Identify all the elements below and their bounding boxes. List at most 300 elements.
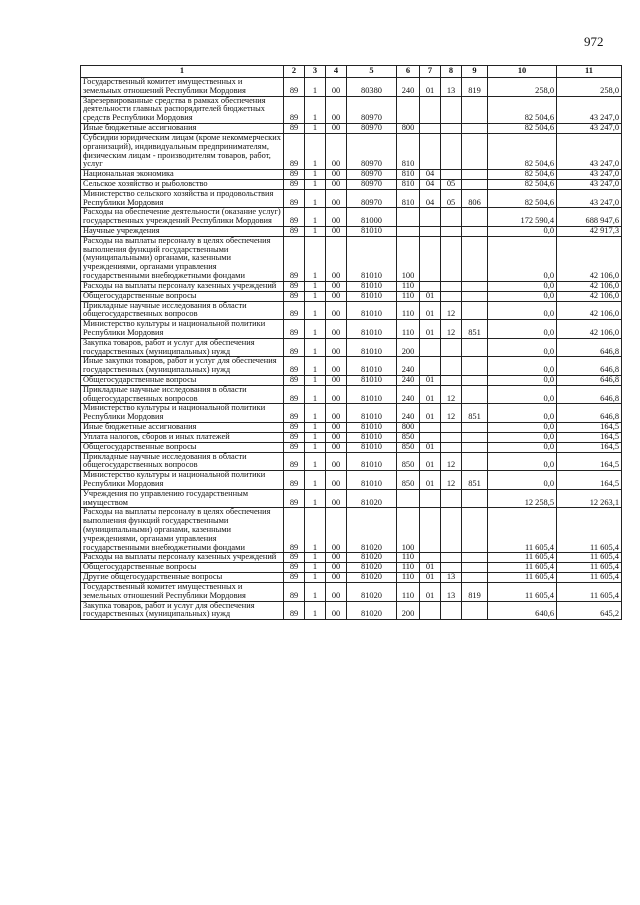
col-11-amount: 646,8 xyxy=(557,385,622,404)
row-name: Научные учреждения xyxy=(81,227,284,237)
col-4: 00 xyxy=(326,582,347,601)
row-name: Закупка товаров, работ и услуг для обеспечения государственных (муниципальных) нужд xyxy=(81,601,284,620)
col-3: 1 xyxy=(305,133,326,169)
col-3: 1 xyxy=(305,442,326,452)
col-11-amount: 688 947,6 xyxy=(557,208,622,227)
col-9 xyxy=(462,573,488,583)
col-11-amount: 11 605,4 xyxy=(557,553,622,563)
col-10-amount: 0,0 xyxy=(488,236,557,281)
col-4: 00 xyxy=(326,357,347,376)
row-name: Расходы на выплаты персоналу казенных учреждений xyxy=(81,281,284,291)
col-2: 89 xyxy=(284,124,305,134)
col-6: 110 xyxy=(397,553,420,563)
col-2: 89 xyxy=(284,78,305,97)
col-4: 00 xyxy=(326,601,347,620)
col-2: 89 xyxy=(284,385,305,404)
col-2: 89 xyxy=(284,338,305,357)
col-3: 1 xyxy=(305,489,326,508)
col-11-amount: 646,8 xyxy=(557,357,622,376)
table-row xyxy=(81,385,622,404)
col-2: 89 xyxy=(284,452,305,471)
col-4: 00 xyxy=(326,489,347,508)
col-2: 89 xyxy=(284,442,305,452)
col-2: 89 xyxy=(284,404,305,423)
table-body xyxy=(81,78,622,620)
col-6: 110 xyxy=(397,573,420,583)
col-3: 1 xyxy=(305,385,326,404)
col-8: 12 xyxy=(441,452,462,471)
col-11-amount: 164,5 xyxy=(557,432,622,442)
col-8 xyxy=(441,423,462,433)
row-name: Национальная экономика xyxy=(81,170,284,180)
col-11-amount: 164,5 xyxy=(557,452,622,471)
col-9 xyxy=(462,508,488,553)
col-10-amount: 0,0 xyxy=(488,432,557,442)
col-5: 81010 xyxy=(347,227,397,237)
col-4: 00 xyxy=(326,208,347,227)
col-7: 01 xyxy=(420,320,441,339)
col-5: 81010 xyxy=(347,301,397,320)
col-7 xyxy=(420,432,441,442)
col-5: 81010 xyxy=(347,320,397,339)
col-11-amount: 43 247,0 xyxy=(557,170,622,180)
col-2: 89 xyxy=(284,432,305,442)
col-6: 110 xyxy=(397,582,420,601)
col-6 xyxy=(397,227,420,237)
col-6: 100 xyxy=(397,508,420,553)
col-8 xyxy=(441,170,462,180)
col-6: 240 xyxy=(397,385,420,404)
col-6: 810 xyxy=(397,133,420,169)
col-4: 00 xyxy=(326,301,347,320)
col-4: 00 xyxy=(326,432,347,442)
column-header-2: 2 xyxy=(284,66,305,78)
col-9 xyxy=(462,563,488,573)
col-9 xyxy=(462,385,488,404)
col-10-amount: 11 605,4 xyxy=(488,508,557,553)
row-name: Другие общегосударственные вопросы xyxy=(81,573,284,583)
col-2: 89 xyxy=(284,320,305,339)
col-3: 1 xyxy=(305,553,326,563)
col-4: 00 xyxy=(326,78,347,97)
col-10-amount: 82 504,6 xyxy=(488,179,557,189)
col-11-amount: 43 247,0 xyxy=(557,133,622,169)
col-5: 81010 xyxy=(347,452,397,471)
col-6: 100 xyxy=(397,236,420,281)
col-10-amount: 82 504,6 xyxy=(488,133,557,169)
col-4: 00 xyxy=(326,236,347,281)
col-4: 00 xyxy=(326,452,347,471)
col-5: 80970 xyxy=(347,133,397,169)
col-8 xyxy=(441,133,462,169)
table-row xyxy=(81,227,622,237)
col-11-amount: 164,5 xyxy=(557,423,622,433)
col-2: 89 xyxy=(284,508,305,553)
col-3: 1 xyxy=(305,423,326,433)
table-row xyxy=(81,553,622,563)
col-10-amount: 0,0 xyxy=(488,423,557,433)
col-4: 00 xyxy=(326,179,347,189)
col-4: 00 xyxy=(326,281,347,291)
table-row xyxy=(81,357,622,376)
col-9 xyxy=(462,291,488,301)
col-6 xyxy=(397,208,420,227)
col-5: 81010 xyxy=(347,376,397,386)
row-name: Уплата налогов, сборов и иных платежей xyxy=(81,432,284,442)
col-11-amount: 42 106,0 xyxy=(557,291,622,301)
col-10-amount: 258,0 xyxy=(488,78,557,97)
row-name: Государственный комитет имущественных и земельных отношений Республики Мордовия xyxy=(81,78,284,97)
row-name: Иные бюджетные ассигнования xyxy=(81,124,284,134)
col-11-amount: 164,5 xyxy=(557,471,622,490)
col-11-amount: 42 106,0 xyxy=(557,236,622,281)
col-11-amount: 43 247,0 xyxy=(557,189,622,208)
column-header-11: 11 xyxy=(557,66,622,78)
col-9 xyxy=(462,170,488,180)
table-row xyxy=(81,338,622,357)
col-5: 81010 xyxy=(347,442,397,452)
col-8: 13 xyxy=(441,573,462,583)
column-header-1: 1 xyxy=(81,66,284,78)
col-10-amount: 0,0 xyxy=(488,471,557,490)
col-8 xyxy=(441,489,462,508)
col-2: 89 xyxy=(284,582,305,601)
col-3: 1 xyxy=(305,471,326,490)
col-7 xyxy=(420,357,441,376)
col-9 xyxy=(462,338,488,357)
col-6: 110 xyxy=(397,281,420,291)
col-11-amount: 43 247,0 xyxy=(557,124,622,134)
row-name: Министерство сельского хозяйства и продовольствия Республики Мордовия xyxy=(81,189,284,208)
col-3: 1 xyxy=(305,452,326,471)
col-3: 1 xyxy=(305,291,326,301)
col-11-amount: 11 605,4 xyxy=(557,563,622,573)
col-3: 1 xyxy=(305,236,326,281)
col-4: 00 xyxy=(326,227,347,237)
col-7 xyxy=(420,208,441,227)
col-11-amount: 11 605,4 xyxy=(557,508,622,553)
col-7 xyxy=(420,601,441,620)
col-8: 05 xyxy=(441,189,462,208)
col-4: 00 xyxy=(326,508,347,553)
col-2: 89 xyxy=(284,563,305,573)
col-10-amount: 0,0 xyxy=(488,291,557,301)
table-row xyxy=(81,563,622,573)
col-3: 1 xyxy=(305,357,326,376)
col-10-amount: 82 504,6 xyxy=(488,96,557,123)
col-7: 04 xyxy=(420,189,441,208)
col-10-amount: 640,6 xyxy=(488,601,557,620)
col-3: 1 xyxy=(305,601,326,620)
table-row xyxy=(81,508,622,553)
col-10-amount: 12 258,5 xyxy=(488,489,557,508)
row-name: Общегосударственные вопросы xyxy=(81,442,284,452)
table-row xyxy=(81,170,622,180)
col-8: 12 xyxy=(441,471,462,490)
col-8 xyxy=(441,376,462,386)
col-9: 851 xyxy=(462,320,488,339)
col-11-amount: 12 263,1 xyxy=(557,489,622,508)
col-10-amount: 0,0 xyxy=(488,357,557,376)
col-7: 01 xyxy=(420,452,441,471)
col-2: 89 xyxy=(284,133,305,169)
col-6: 110 xyxy=(397,320,420,339)
table-row xyxy=(81,432,622,442)
col-10-amount: 0,0 xyxy=(488,227,557,237)
table-row xyxy=(81,124,622,134)
col-5: 80970 xyxy=(347,96,397,123)
col-3: 1 xyxy=(305,563,326,573)
col-8: 12 xyxy=(441,404,462,423)
col-5: 80970 xyxy=(347,124,397,134)
col-2: 89 xyxy=(284,471,305,490)
col-4: 00 xyxy=(326,471,347,490)
col-10-amount: 0,0 xyxy=(488,404,557,423)
col-10-amount: 0,0 xyxy=(488,452,557,471)
col-8 xyxy=(441,508,462,553)
col-11-amount: 42 917,3 xyxy=(557,227,622,237)
col-4: 00 xyxy=(326,423,347,433)
table-row xyxy=(81,78,622,97)
col-5: 81020 xyxy=(347,601,397,620)
col-2: 89 xyxy=(284,423,305,433)
col-3: 1 xyxy=(305,404,326,423)
col-4: 00 xyxy=(326,189,347,208)
col-3: 1 xyxy=(305,508,326,553)
col-2: 89 xyxy=(284,96,305,123)
table-row xyxy=(81,404,622,423)
col-10-amount: 11 605,4 xyxy=(488,553,557,563)
col-6: 240 xyxy=(397,78,420,97)
column-header-9: 9 xyxy=(462,66,488,78)
table-row xyxy=(81,208,622,227)
row-name: Расходы на обеспечение деятельности (оказание услуг) государственных учреждений Республики Мордовия xyxy=(81,208,284,227)
col-4: 00 xyxy=(326,573,347,583)
col-2: 89 xyxy=(284,170,305,180)
col-4: 00 xyxy=(326,170,347,180)
col-5: 81010 xyxy=(347,357,397,376)
row-name: Прикладные научные исследования в области общегосударственных вопросов xyxy=(81,385,284,404)
col-9 xyxy=(462,553,488,563)
table-row xyxy=(81,301,622,320)
col-7: 01 xyxy=(420,563,441,573)
col-2: 89 xyxy=(284,189,305,208)
col-5: 80970 xyxy=(347,179,397,189)
col-6: 200 xyxy=(397,338,420,357)
col-2: 89 xyxy=(284,236,305,281)
col-5: 81020 xyxy=(347,553,397,563)
col-7 xyxy=(420,553,441,563)
table-row xyxy=(81,189,622,208)
col-11-amount: 11 605,4 xyxy=(557,573,622,583)
table-row xyxy=(81,281,622,291)
row-name: Иные бюджетные ассигнования xyxy=(81,423,284,433)
col-5: 80970 xyxy=(347,170,397,180)
col-2: 89 xyxy=(284,301,305,320)
budget-table xyxy=(80,65,622,620)
col-5: 81020 xyxy=(347,582,397,601)
col-8 xyxy=(441,227,462,237)
col-9 xyxy=(462,124,488,134)
col-5: 81020 xyxy=(347,508,397,553)
col-3: 1 xyxy=(305,179,326,189)
col-9 xyxy=(462,96,488,123)
col-6: 110 xyxy=(397,291,420,301)
col-8 xyxy=(441,236,462,281)
col-9 xyxy=(462,442,488,452)
table-row xyxy=(81,96,622,123)
col-3: 1 xyxy=(305,432,326,442)
col-3: 1 xyxy=(305,573,326,583)
table-row xyxy=(81,320,622,339)
col-7 xyxy=(420,338,441,357)
col-5: 81010 xyxy=(347,432,397,442)
col-4: 00 xyxy=(326,404,347,423)
column-header-6: 6 xyxy=(397,66,420,78)
col-6: 240 xyxy=(397,404,420,423)
col-6: 810 xyxy=(397,170,420,180)
col-11-amount: 43 247,0 xyxy=(557,96,622,123)
col-10-amount: 0,0 xyxy=(488,281,557,291)
col-7: 01 xyxy=(420,301,441,320)
col-5: 81010 xyxy=(347,338,397,357)
col-3: 1 xyxy=(305,227,326,237)
col-10-amount: 82 504,6 xyxy=(488,170,557,180)
col-3: 1 xyxy=(305,170,326,180)
table-row xyxy=(81,133,622,169)
col-8 xyxy=(441,208,462,227)
col-4: 00 xyxy=(326,442,347,452)
col-5: 80970 xyxy=(347,189,397,208)
col-11-amount: 645,2 xyxy=(557,601,622,620)
table-row xyxy=(81,601,622,620)
col-5: 81020 xyxy=(347,563,397,573)
col-3: 1 xyxy=(305,376,326,386)
col-6: 850 xyxy=(397,471,420,490)
col-9 xyxy=(462,208,488,227)
col-10-amount: 0,0 xyxy=(488,385,557,404)
col-4: 00 xyxy=(326,338,347,357)
row-name: Учреждения по управлению государственным имуществом xyxy=(81,489,284,508)
col-10-amount: 0,0 xyxy=(488,338,557,357)
col-10-amount: 11 605,4 xyxy=(488,582,557,601)
col-9 xyxy=(462,236,488,281)
col-8 xyxy=(441,281,462,291)
table-row xyxy=(81,452,622,471)
row-name: Зарезервированные средства в рамках обеспечения деятельности главных распорядителей бюджетных средств Республики Мордовия xyxy=(81,96,284,123)
col-5: 81010 xyxy=(347,291,397,301)
col-11-amount: 164,5 xyxy=(557,442,622,452)
table-header-row xyxy=(81,66,622,78)
col-2: 89 xyxy=(284,553,305,563)
col-5: 81010 xyxy=(347,281,397,291)
col-2: 89 xyxy=(284,291,305,301)
row-name: Закупка товаров, работ и услуг для обеспечения государственных (муниципальных) нужд xyxy=(81,338,284,357)
col-8 xyxy=(441,601,462,620)
col-11-amount: 11 605,4 xyxy=(557,582,622,601)
col-7: 01 xyxy=(420,291,441,301)
col-4: 00 xyxy=(326,563,347,573)
col-5: 81020 xyxy=(347,489,397,508)
row-name: Министерство культуры и национальной политики Республики Мордовия xyxy=(81,471,284,490)
col-8 xyxy=(441,432,462,442)
col-7 xyxy=(420,133,441,169)
col-8 xyxy=(441,553,462,563)
col-5: 81010 xyxy=(347,471,397,490)
row-name: Расходы на выплаты персоналу казенных учреждений xyxy=(81,553,284,563)
col-6: 810 xyxy=(397,189,420,208)
row-name: Общегосударственные вопросы xyxy=(81,563,284,573)
row-name: Прикладные научные исследования в области общегосударственных вопросов xyxy=(81,452,284,471)
table-row xyxy=(81,442,622,452)
col-6: 200 xyxy=(397,601,420,620)
col-3: 1 xyxy=(305,281,326,291)
column-header-8: 8 xyxy=(441,66,462,78)
col-6: 850 xyxy=(397,432,420,442)
col-10-amount: 172 590,4 xyxy=(488,208,557,227)
col-6: 240 xyxy=(397,357,420,376)
col-6 xyxy=(397,489,420,508)
col-5: 81000 xyxy=(347,208,397,227)
col-8: 13 xyxy=(441,582,462,601)
col-7: 01 xyxy=(420,385,441,404)
column-header-10: 10 xyxy=(488,66,557,78)
col-7: 01 xyxy=(420,471,441,490)
table-row xyxy=(81,471,622,490)
col-7 xyxy=(420,124,441,134)
col-9 xyxy=(462,452,488,471)
col-3: 1 xyxy=(305,320,326,339)
col-9 xyxy=(462,601,488,620)
col-9: 819 xyxy=(462,582,488,601)
col-9 xyxy=(462,179,488,189)
col-8: 13 xyxy=(441,78,462,97)
col-3: 1 xyxy=(305,189,326,208)
col-7 xyxy=(420,508,441,553)
col-4: 00 xyxy=(326,133,347,169)
col-5: 81010 xyxy=(347,404,397,423)
table-row xyxy=(81,582,622,601)
col-10-amount: 11 605,4 xyxy=(488,563,557,573)
col-9: 851 xyxy=(462,404,488,423)
col-6: 110 xyxy=(397,301,420,320)
col-7: 01 xyxy=(420,376,441,386)
col-7 xyxy=(420,227,441,237)
col-2: 89 xyxy=(284,573,305,583)
col-4: 00 xyxy=(326,96,347,123)
col-8 xyxy=(441,124,462,134)
col-3: 1 xyxy=(305,301,326,320)
col-4: 00 xyxy=(326,320,347,339)
col-8 xyxy=(441,357,462,376)
col-2: 89 xyxy=(284,489,305,508)
col-2: 89 xyxy=(284,376,305,386)
col-11-amount: 42 106,0 xyxy=(557,281,622,291)
table-row xyxy=(81,423,622,433)
row-name: Министерство культуры и национальной политики Республики Мордовия xyxy=(81,320,284,339)
col-10-amount: 82 504,6 xyxy=(488,189,557,208)
col-11-amount: 43 247,0 xyxy=(557,179,622,189)
col-3: 1 xyxy=(305,96,326,123)
row-name: Субсидии юридическим лицам (кроме некоммерческих организаций), индивидуальным предпринимателям, физическим лицам - производителям товаров, работ, услуг xyxy=(81,133,284,169)
col-8: 12 xyxy=(441,301,462,320)
col-10-amount: 0,0 xyxy=(488,301,557,320)
col-8 xyxy=(441,338,462,357)
col-9: 819 xyxy=(462,78,488,97)
col-7 xyxy=(420,96,441,123)
col-8: 05 xyxy=(441,179,462,189)
col-10-amount: 0,0 xyxy=(488,376,557,386)
